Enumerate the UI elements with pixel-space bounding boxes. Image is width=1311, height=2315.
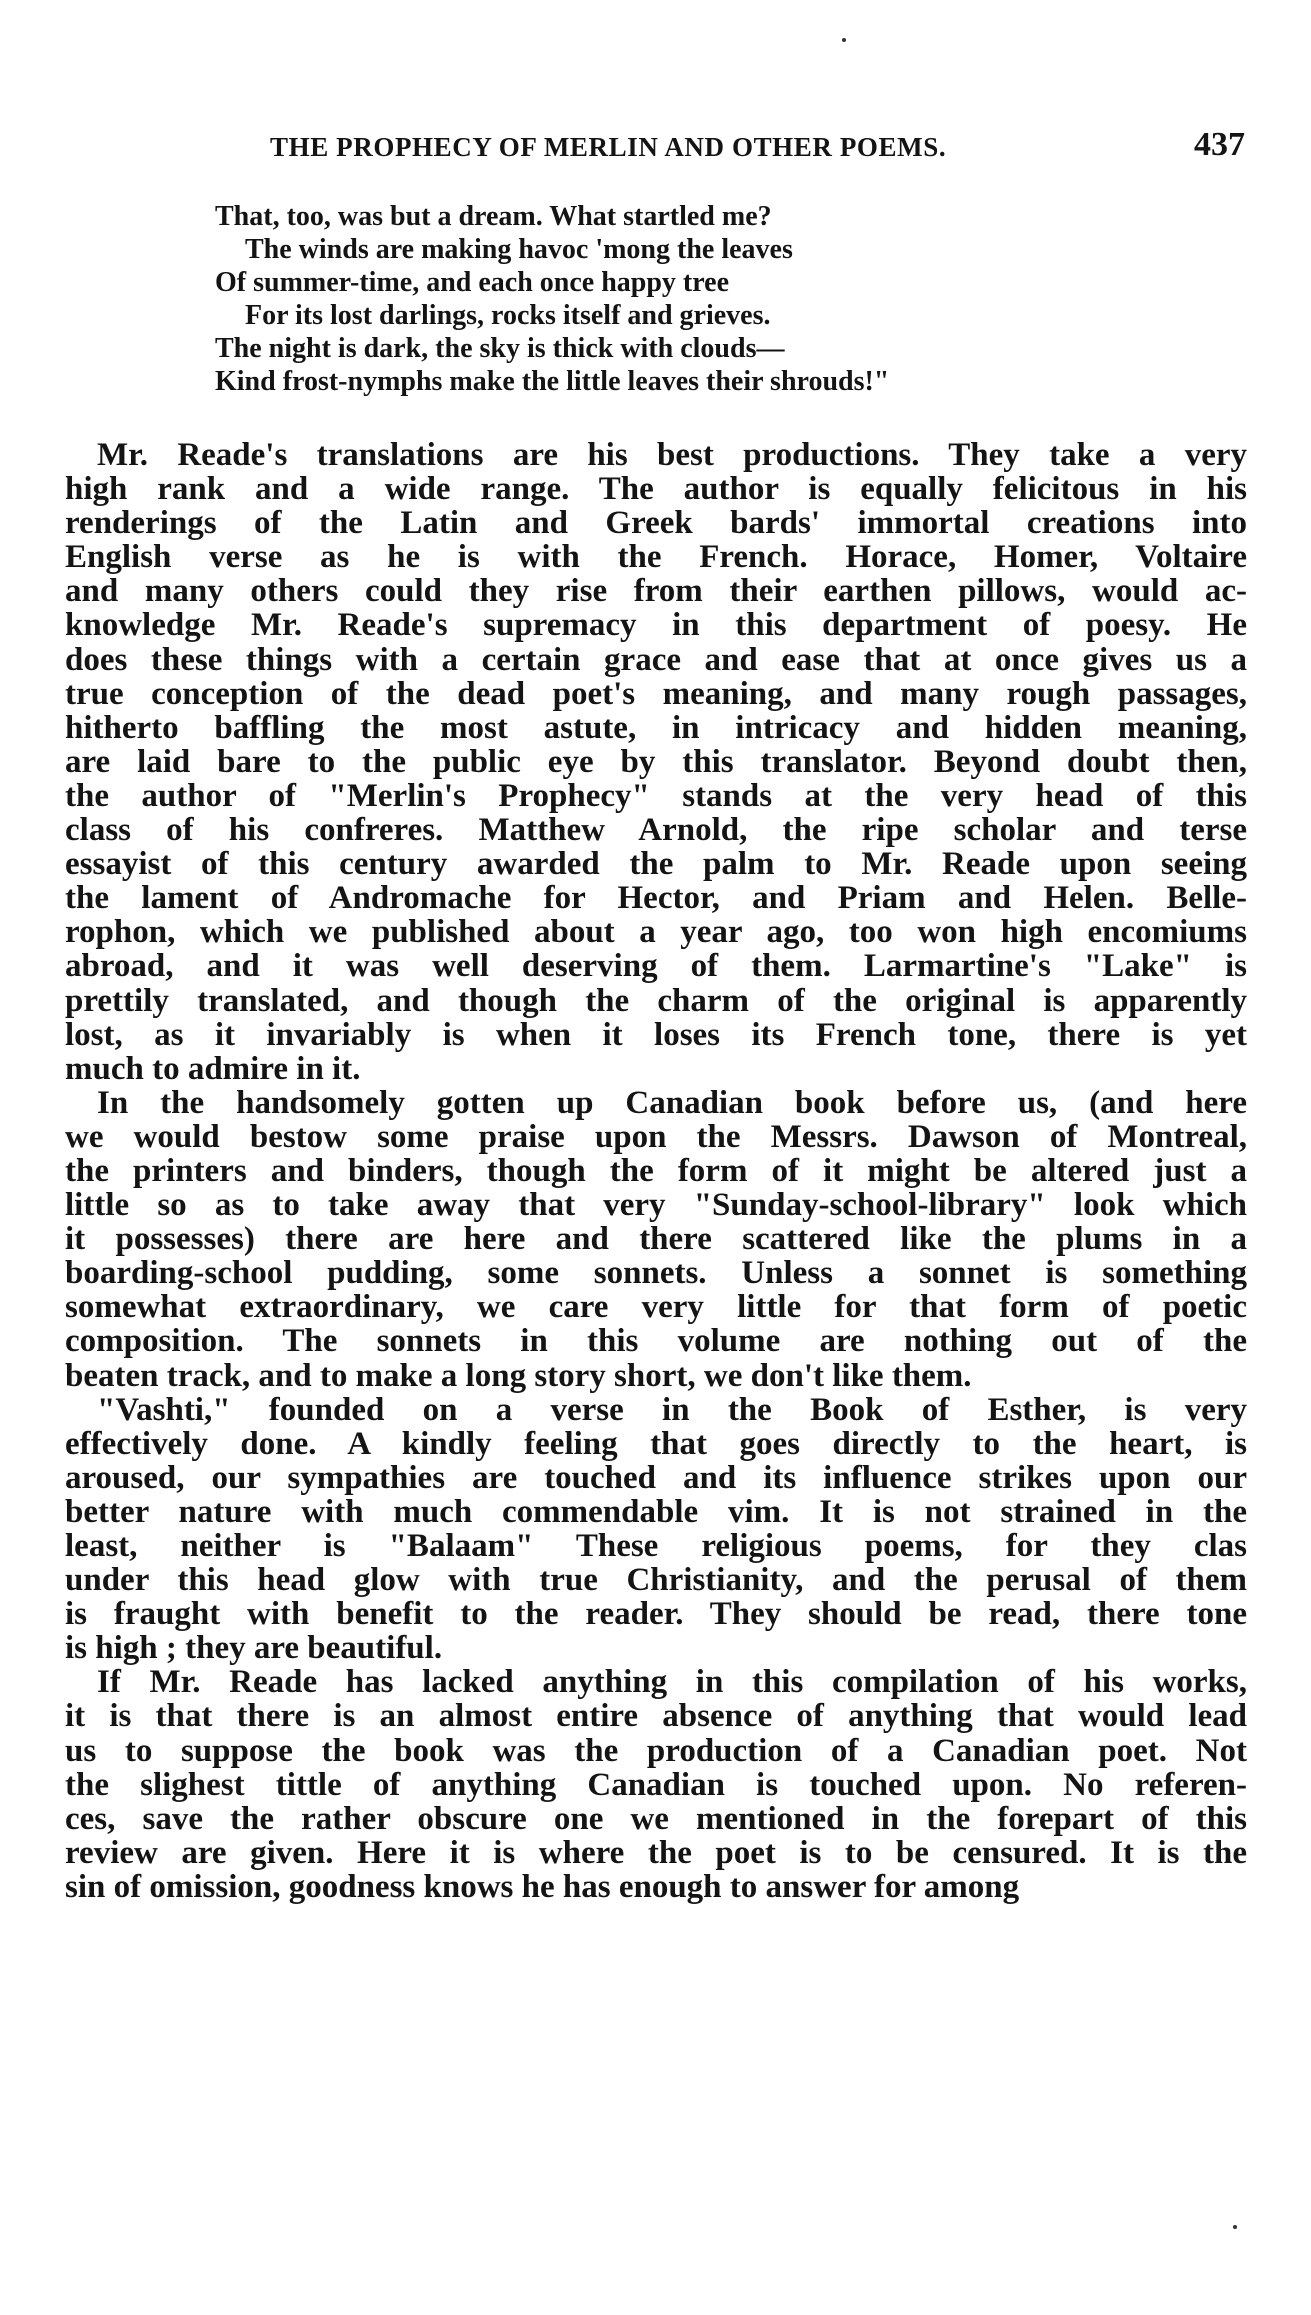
text-line: somewhat extraordinary, we care very little for that form of poetic (65, 1289, 1247, 1326)
body-paragraph (65, 438, 1247, 1086)
text-line: boarding-school pudding, some sonnets. Unless a sonnet is something (65, 1255, 1247, 1292)
text-line: Mr. Reade's translations are his best productions. They take a very (97, 437, 1247, 473)
text-line: the author of "Merlin's Prophecy" stands at the very head of this (65, 777, 1247, 814)
text-line: and many others could they rise from their earthen pillows, would ac- (65, 573, 1247, 610)
print-speck (1233, 2225, 1237, 2229)
text-line: aroused, our sympathies are touched and its influence strikes upon our (65, 1459, 1247, 1496)
body-paragraph (65, 1086, 1247, 1393)
poem-excerpt (215, 200, 1115, 398)
poem-line: The night is dark, the sky is thick with clouds— (215, 333, 785, 364)
text-line: English verse as he is with the French. Horace, Homer, Voltaire (65, 539, 1247, 576)
text-line: we would bestow some praise upon the Messrs. Dawson of Montreal, (65, 1118, 1247, 1155)
text-line: high rank and a wide range. The author is equally felicitous in his (65, 471, 1247, 508)
text-line: knowledge Mr. Reade's supremacy in this department of poesy. He (65, 607, 1247, 644)
text-line: "Vashti," founded on a verse in the Book of Esther, is very (97, 1391, 1247, 1428)
text-line: prettily translated, and though the charm of the original is apparently (65, 982, 1247, 1019)
text-line: better nature with much commendable vim. It is not strained in the (65, 1493, 1247, 1530)
text-line: it possesses) there are here and there scattered like the plums in a (65, 1221, 1247, 1258)
text-line: the printers and binders, though the form of it might be altered just a (65, 1152, 1247, 1189)
text-line: is fraught with benefit to the reader. They should be read, there tone (65, 1596, 1247, 1633)
text-line: least, neither is "Balaam" These religious poems, for they clas (65, 1528, 1247, 1564)
text-line: renderings of the Latin and Greek bards' immortal creations into (65, 505, 1247, 542)
poem-line: That, too, was but a dream. What startled me? (215, 201, 772, 232)
text-line: is high ; they are beautiful. (65, 1630, 443, 1667)
text-line: under this head glow with true Christianity, and the perusal of them (65, 1562, 1247, 1599)
poem-line: Kind frost-nymphs make the little leaves their shrouds!" (215, 366, 890, 397)
text-line: the slighest tittle of anything Canadian is touched upon. No referen- (65, 1766, 1247, 1803)
poem-line: The winds are making havoc 'mong the leaves (245, 234, 793, 265)
review-body (65, 438, 1247, 1904)
poem-line: Of summer-time, and each once happy tree (215, 267, 730, 298)
text-line: does these things with a certain grace and ease that at once gives us a (65, 641, 1247, 678)
text-line: abroad, and it was well deserving of them. Larmartine's "Lake" is (65, 948, 1247, 985)
text-line: true conception of the dead poet's meaning, and many rough passages, (65, 675, 1247, 712)
print-speck (842, 38, 846, 42)
text-line: rophon, which we published about a year ago, too won high encomiums (65, 914, 1247, 951)
text-line: sin of omission, goodness knows he has enough to answer for among (65, 1868, 1020, 1905)
text-line: are laid bare to the public eye by this translator. Beyond doubt then, (65, 743, 1247, 780)
text-line: beaten track, and to make a long story short, we don't like them. (65, 1357, 972, 1394)
body-paragraph (65, 1393, 1247, 1666)
page-number: 437 (1194, 126, 1245, 163)
text-line: hitherto baffling the most astute, in intricacy and hidden meaning, (65, 709, 1247, 746)
text-line: effectively done. A kindly feeling that goes directly to the heart, is (65, 1425, 1247, 1462)
running-title: THE PROPHECY OF MERLIN AND OTHER POEMS. (270, 132, 947, 162)
text-line: composition. The sonnets in this volume are nothing out of the (65, 1323, 1247, 1360)
text-line: If Mr. Reade has lacked anything in this compilation of his works, (97, 1664, 1247, 1701)
running-header (270, 126, 1245, 172)
text-line: the lament of Andromache for Hector, and Priam and Helen. Belle- (65, 880, 1247, 917)
text-line: essayist of this century awarded the palm to Mr. Reade upon seeing (65, 846, 1247, 883)
text-line: much to admire in it. (65, 1050, 361, 1087)
text-line: us to suppose the book was the production of a Canadian poet. Not (65, 1732, 1247, 1769)
text-line: little so as to take away that very "Sunday-school-library" look which (65, 1187, 1247, 1224)
text-line: class of his confreres. Matthew Arnold, the ripe scholar and terse (65, 812, 1247, 849)
text-line: lost, as it invariably is when it loses its French tone, there is yet (65, 1016, 1247, 1053)
text-line: ces, save the rather obscure one we mentioned in the forepart of this (65, 1800, 1247, 1837)
body-paragraph (65, 1665, 1247, 1904)
poem-line: For its lost darlings, rocks itself and grieves. (245, 300, 771, 331)
text-line: review are given. Here it is where the poet is to be censured. It is the (65, 1834, 1247, 1871)
text-line: In the handsomely gotten up Canadian book before us, (and here (97, 1084, 1247, 1121)
text-line: it is that there is an almost entire absence of anything that would lead (65, 1698, 1247, 1735)
